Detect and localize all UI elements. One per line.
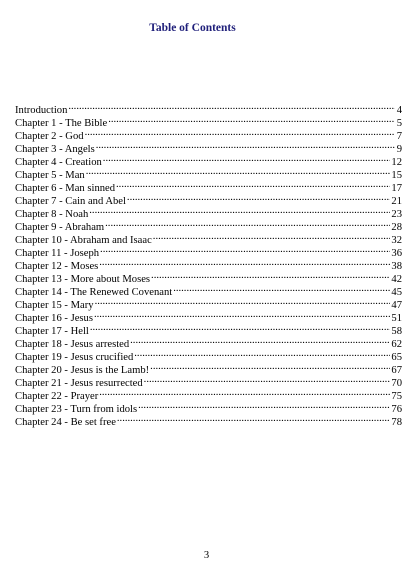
toc-entry-label: Chapter 13 - More about Moses [15,274,151,285]
toc-entry-page: 67 [391,365,402,376]
toc-dot-leader [105,217,390,230]
toc-dot-leader [99,386,390,399]
toc-entry-page: 9 [396,144,402,155]
toc-entry-label: Chapter 2 - God [15,131,84,142]
toc-dot-leader [95,295,391,308]
toc-entry-label: Chapter 7 - Cain and Abel [15,196,126,207]
page-title: Table of Contents [149,22,236,34]
toc-entry-page: 70 [391,378,402,389]
toc-dot-leader [130,334,390,347]
toc-entry-page: 78 [391,417,402,428]
toc-entry-label: Chapter 1 - The Bible [15,118,108,129]
toc-entry-page: 47 [391,300,402,311]
toc-entry-page: 58 [391,326,402,337]
toc-entry-page: 45 [391,287,402,298]
toc-entry-page: 38 [391,261,402,272]
toc-entry-page: 28 [391,222,402,233]
toc-entry-page: 12 [391,157,402,168]
toc-entry-page: 75 [391,391,402,402]
toc-dot-leader [89,204,390,217]
toc-entry-label: Introduction [15,105,68,116]
toc-entry-label: Chapter 15 - Mary [15,300,94,311]
toc-dot-leader [150,360,390,373]
toc-dot-leader [116,178,390,191]
toc-entry-page: 76 [391,404,402,415]
toc-entry-page: 65 [391,352,402,363]
toc-entry-label: Chapter 3 - Angels [15,144,95,155]
toc-entry-label: Chapter 12 - Moses [15,261,99,272]
toc-dot-leader [173,282,390,295]
toc-entry-label: Chapter 22 - Prayer [15,391,99,402]
toc-entry-label: Chapter 21 - Jesus resurrected [15,378,143,389]
table-of-contents-list [15,100,402,428]
toc-dot-leader [100,243,390,256]
toc-dot-leader [127,191,390,204]
toc-entry-page: 62 [391,339,402,350]
toc-dot-leader [103,152,391,165]
toc-entry[interactable] [15,100,402,116]
toc-entry-label: Chapter 20 - Jesus is the Lamb! [15,365,150,376]
toc-entry-label: Chapter 4 - Creation [15,157,102,168]
toc-entry-label: Chapter 11 - Joseph [15,248,100,259]
toc-entry-label: Chapter 23 - Turn from idols [15,404,138,415]
toc-entry-label: Chapter 16 - Jesus [15,313,93,324]
toc-entry-label: Chapter 6 - Man sinned [15,183,116,194]
toc-dot-leader [144,373,391,386]
toc-entry-label: Chapter 5 - Man [15,170,85,181]
toc-dot-leader [138,399,390,412]
toc-entry-label: Chapter 8 - Noah [15,209,89,220]
toc-entry-page: 23 [391,209,402,220]
toc-dot-leader [117,412,391,425]
toc-entry-page: 32 [391,235,402,246]
toc-entry-page: 21 [391,196,402,207]
toc-dot-leader [99,256,390,269]
toc-entry-label: Chapter 9 - Abraham [15,222,105,233]
toc-entry-label: Chapter 19 - Jesus crucified [15,352,134,363]
toc-dot-leader [90,321,391,334]
toc-dot-leader [153,230,391,243]
toc-entry-page: 36 [391,248,402,259]
toc-entry-label: Chapter 24 - Be set free [15,417,116,428]
toc-entry-page: 5 [396,118,402,129]
toc-dot-leader [96,139,395,152]
toc-entry-page: 51 [391,313,402,324]
toc-entry-label: Chapter 17 - Hell [15,326,89,337]
toc-entry-page: 7 [396,131,402,142]
toc-dot-leader [151,269,390,282]
toc-entry[interactable] [15,113,402,129]
toc-dot-leader [134,347,390,360]
toc-entry-page: 17 [391,183,402,194]
toc-dot-leader [68,100,395,113]
toc-entry-label: Chapter 10 - Abraham and Isaac [15,235,152,246]
toc-entry-label: Chapter 18 - Jesus arrested [15,339,130,350]
toc-dot-leader [94,308,390,321]
toc-entry-label: Chapter 14 - The Renewed Covenant [15,287,173,298]
toc-dot-leader [86,165,391,178]
toc-dot-leader [108,113,395,126]
toc-entry-page: 15 [391,170,402,181]
toc-entry-page: 42 [391,274,402,285]
page-number: 3 [203,550,210,561]
toc-dot-leader [85,126,395,139]
toc-entry-page: 4 [396,105,402,116]
